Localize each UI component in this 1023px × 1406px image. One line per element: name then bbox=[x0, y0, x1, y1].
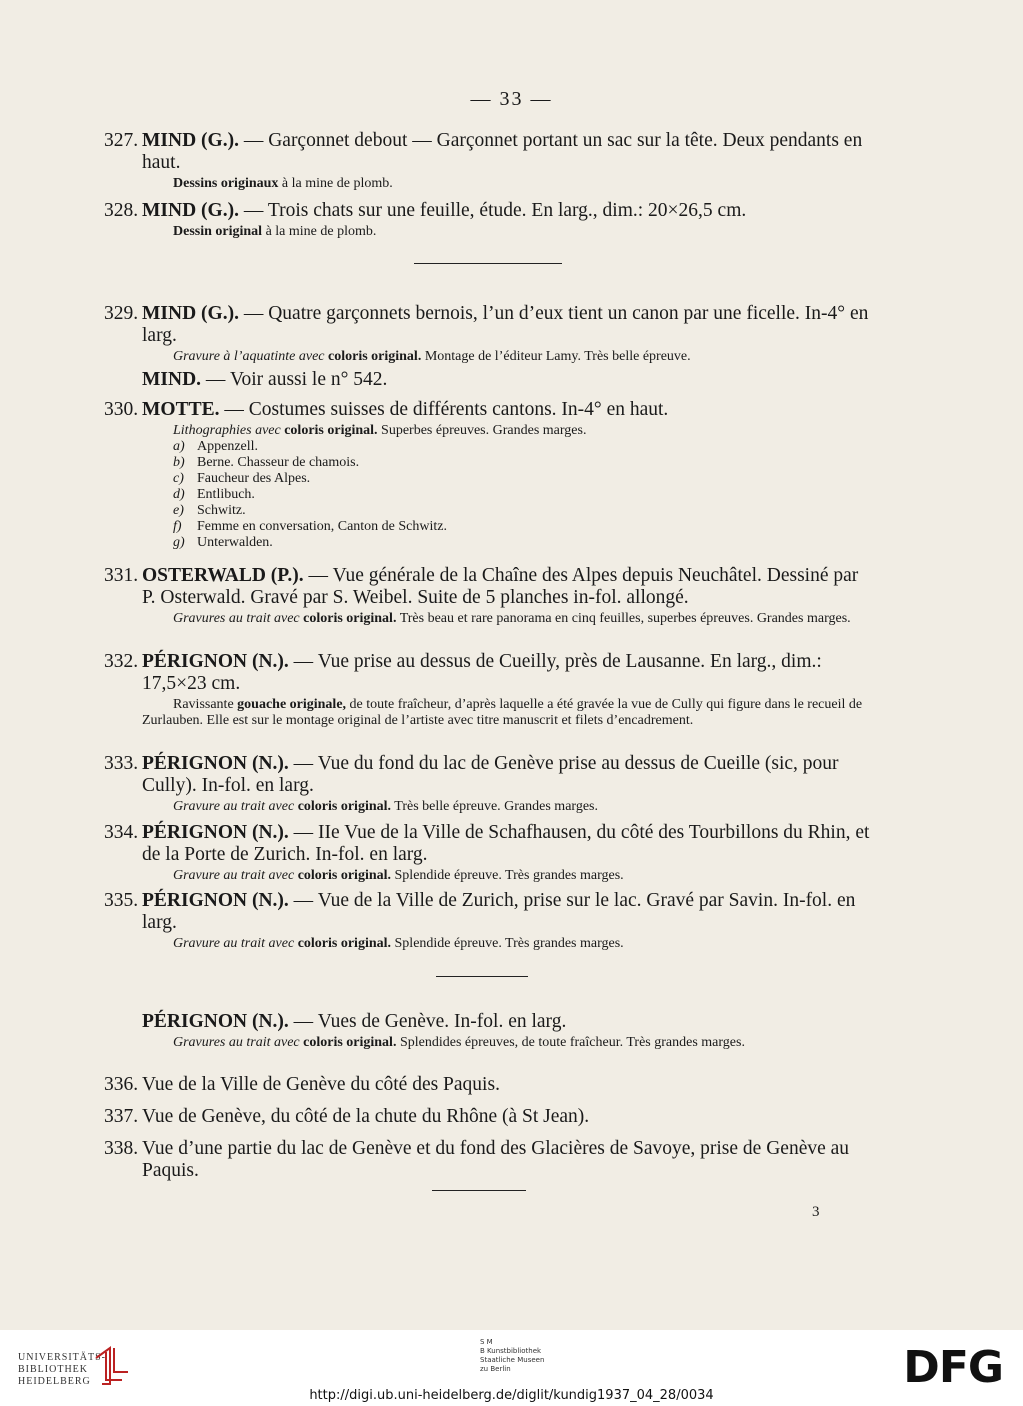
entry-artist: PÉRIGNON (N.). bbox=[142, 1011, 289, 1032]
entry-note: Splendide épreuve. Très grandes marges. bbox=[391, 868, 624, 883]
list-item: d) Entlibuch. bbox=[173, 487, 255, 502]
entry-note: Très belle épreuve. Grandes marges. bbox=[391, 799, 598, 814]
entry-note: Montage de l’éditeur Lamy. Très belle épreuve. bbox=[421, 349, 691, 364]
section-divider bbox=[432, 1190, 526, 1191]
entry-number: 328. bbox=[104, 200, 139, 221]
entry-note: de toute fraîcheur, d’après laquelle a été gravée la vue de Cully qui figure dans le recueil de Zurlauben. Elle est sur le montage original de l’artiste avec titre manuscrit et filets d’encadrement. bbox=[142, 697, 863, 728]
entry-mind-see-also bbox=[104, 369, 874, 391]
entry-note-italic: Gravure à l’aquatinte avec bbox=[173, 349, 325, 364]
entry-artist: MOTTE. bbox=[142, 399, 220, 420]
entry-note-bold: Dessin original bbox=[173, 224, 263, 239]
entry-328 bbox=[104, 200, 874, 240]
entry-text: — Vue de la Ville de Zurich, prise sur le lac. Gravé par Savin. In-fol. en larg. bbox=[142, 890, 856, 933]
entry-334 bbox=[104, 822, 874, 884]
entry-332 bbox=[104, 651, 874, 729]
signature-mark: 3 bbox=[812, 1204, 820, 1220]
entry-note-bold: Dessins originaux bbox=[173, 176, 279, 191]
entry-artist: MIND. bbox=[142, 369, 202, 390]
entry-number: 333. bbox=[104, 753, 139, 774]
entry-number: 337. bbox=[104, 1106, 139, 1127]
entry-text: — Garçonnet debout — Garçonnet portant un sac sur la tête. Deux pendants en haut. bbox=[142, 130, 863, 173]
entry-number: 334. bbox=[104, 822, 139, 843]
entry-note-italic: Lithographies avec bbox=[173, 423, 281, 438]
entry-338 bbox=[104, 1138, 874, 1182]
entry-note-bold: coloris original. bbox=[303, 611, 397, 626]
entry-336 bbox=[104, 1074, 874, 1096]
entry-note-italic: Gravures au trait avec bbox=[173, 611, 300, 626]
entry-text: — Voir aussi le n° 542. bbox=[201, 369, 388, 390]
entry-335 bbox=[104, 890, 874, 952]
entry-note: Splendide épreuve. Très grandes marges. bbox=[391, 936, 624, 951]
entry-note: Très beau et rare panorama en cinq feuilles, superbes épreuves. Grandes marges. bbox=[396, 611, 851, 626]
entry-note-bold: coloris original. bbox=[297, 936, 392, 951]
entry-337 bbox=[104, 1106, 874, 1128]
entry-artist: PÉRIGNON (N.). bbox=[142, 890, 289, 911]
entry-text: — Vue générale de la Chaîne des Alpes depuis Neuchâtel. Dessiné par P. Osterwald. Gravé par S. Weibel. Suite de 5 planches in-fol. allongé. bbox=[142, 565, 859, 608]
list-item: e) Schwitz. bbox=[173, 503, 246, 518]
university-logo-icon bbox=[92, 1344, 132, 1388]
list-item: a) Appenzell. bbox=[173, 439, 259, 454]
list-item: g) Unterwalden. bbox=[173, 535, 273, 550]
entry-note: Splendides épreuves, de toute fraîcheur. Très grandes marges. bbox=[396, 1035, 745, 1050]
section-divider bbox=[414, 263, 562, 264]
entry-330 bbox=[104, 399, 874, 551]
entry-perignon-geneve bbox=[104, 1011, 874, 1051]
entry-note: Superbes épreuves. Grandes marges. bbox=[377, 423, 587, 438]
entry-note-italic: Gravures au trait avec bbox=[173, 1035, 300, 1050]
list-item: f) Femme en conversation, Canton de Schwitz. bbox=[173, 519, 447, 534]
entry-artist: PÉRIGNON (N.). bbox=[142, 753, 289, 774]
entry-331 bbox=[104, 565, 874, 627]
entry-artist: OSTERWALD (P.). bbox=[142, 565, 304, 586]
entry-number: 327. bbox=[104, 130, 139, 151]
entry-artist: PÉRIGNON (N.). bbox=[142, 651, 289, 672]
entry-number: 335. bbox=[104, 890, 139, 911]
section-divider bbox=[436, 976, 528, 977]
entry-number: 330. bbox=[104, 399, 139, 420]
entry-note-bold: coloris original. bbox=[328, 349, 422, 364]
entry-number: 329. bbox=[104, 303, 139, 324]
entry-note: à la mine de plomb. bbox=[262, 224, 377, 239]
motte-list bbox=[104, 439, 874, 551]
entry-text: — Quatre garçonnets bernois, l’un d’eux tient un canon par une ficelle. In-4° en larg. bbox=[142, 303, 869, 346]
entry-text: — Trois chats sur une feuille, étude. En larg., dim.: 20×26,5 cm. bbox=[238, 200, 747, 221]
entry-333 bbox=[104, 753, 874, 815]
entry-text: — Vue prise au dessus de Cueilly, près de Lausanne. En larg., dim.: 17,5×23 cm. bbox=[142, 651, 822, 694]
entry-artist: MIND (G.). bbox=[142, 130, 239, 151]
museum-credit: S M B Kunstbibliothek Staatliche Museen zu Berlin bbox=[480, 1338, 545, 1373]
entry-text: — IIe Vue de la Ville de Schafhausen, du côté des Tourbillons du Rhin, et de la Porte de Zurich. In-fol. en larg. bbox=[142, 822, 870, 865]
entry-note-italic: Gravure au trait avec bbox=[173, 936, 295, 951]
entry-number: 336. bbox=[104, 1074, 139, 1095]
entry-note-bold: coloris original. bbox=[303, 1035, 397, 1050]
entry-number: 338. bbox=[104, 1138, 139, 1159]
entry-text: — Costumes suisses de différents cantons. In-4° en haut. bbox=[219, 399, 669, 420]
entry-note-pre: Ravissante bbox=[173, 697, 238, 712]
entry-note-bold: coloris original. bbox=[297, 799, 392, 814]
entry-329 bbox=[104, 303, 874, 365]
entry-note-bold: coloris original. bbox=[284, 423, 378, 438]
entry-text: Vue de la Ville de Genève du côté des Paquis. bbox=[142, 1074, 500, 1095]
entry-note-bold: coloris original. bbox=[297, 868, 392, 883]
entry-note: à la mine de plomb. bbox=[278, 176, 393, 191]
list-item: b) Berne. Chasseur de chamois. bbox=[173, 455, 360, 470]
entry-note-italic: Gravure au trait avec bbox=[173, 799, 295, 814]
entry-artist: PÉRIGNON (N.). bbox=[142, 822, 289, 843]
university-library-label: UNIVERSITÄTS- BIBLIOTHEK HEIDELBERG bbox=[18, 1352, 106, 1387]
entry-327 bbox=[104, 130, 874, 192]
entry-artist: MIND (G.). bbox=[142, 303, 239, 324]
entry-number: 332. bbox=[104, 651, 139, 672]
viewer-footer bbox=[0, 1330, 1023, 1406]
entry-text: Vue d’une partie du lac de Genève et du fond des Glacières de Savoye, prise de Genève au Paquis. bbox=[142, 1138, 850, 1181]
entry-text: — Vues de Genève. In-fol. en larg. bbox=[288, 1011, 567, 1032]
list-item: c) Faucheur des Alpes. bbox=[173, 471, 311, 486]
entry-note-italic: Gravure au trait avec bbox=[173, 868, 295, 883]
permalink-url[interactable]: http://digi.ub.uni-heidelberg.de/diglit/kundig1937_04_28/0034 bbox=[309, 1388, 714, 1403]
page-number: — 33 — bbox=[470, 88, 553, 110]
entry-text: — Vue du fond du lac de Genève prise au dessus de Cueille (sic, pour Cully). In-fol. en larg. bbox=[142, 753, 839, 796]
entry-number: 331. bbox=[104, 565, 139, 586]
dfg-logo: DFG bbox=[903, 1342, 1003, 1393]
entry-note-bold: gouache originale, bbox=[237, 697, 347, 712]
entry-artist: MIND (G.). bbox=[142, 200, 239, 221]
entry-text: Vue de Genève, du côté de la chute du Rhône (à St Jean). bbox=[142, 1106, 590, 1127]
